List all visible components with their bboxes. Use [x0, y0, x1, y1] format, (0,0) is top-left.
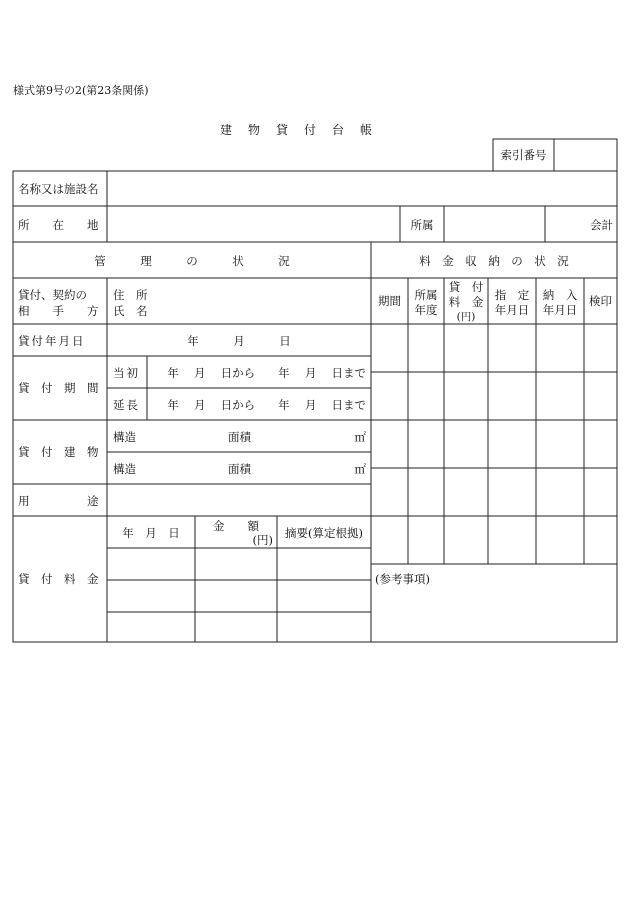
col-payment-date: 納 入 — [542, 288, 578, 302]
accounting-label: 会計 — [590, 218, 613, 232]
lessee-field[interactable] — [150, 280, 368, 322]
period-extension-value[interactable]: 年 月 日から 年 月 日まで — [167, 398, 366, 412]
fee-date-header: 年 月 日 — [122, 526, 180, 540]
period-extension-label: 延長 — [113, 398, 140, 412]
form-number: 様式第9号の2(第23条関係) — [13, 84, 149, 97]
col-inspection-seal: 検印 — [589, 294, 612, 308]
fee-summary-header: 摘要(算定根拠) — [285, 526, 363, 540]
use-field[interactable] — [108, 485, 370, 515]
area-unit: ㎡ — [354, 430, 366, 444]
affiliation-field[interactable] — [445, 207, 544, 241]
management-status-header: 管 理 の 状 況 — [94, 254, 290, 268]
col-fiscal-year: 所属 — [414, 288, 438, 302]
period-initial-value[interactable]: 年 月 日から 年 月 日まで — [167, 366, 366, 380]
col-designated-date-2: 年月日 — [494, 303, 530, 317]
area-unit-2: ㎡ — [354, 462, 366, 476]
area-label: 面積 — [228, 430, 251, 444]
collection-status-header: 料 金 収 納 の 状 況 — [419, 254, 569, 268]
col-fiscal-year-2: 年度 — [414, 303, 438, 317]
use-label: 用 途 — [18, 494, 99, 508]
area-label-2: 面積 — [228, 462, 251, 476]
col-period: 期間 — [378, 294, 401, 308]
col-fee: 貸 付 — [448, 280, 484, 294]
col-designated-date: 指 定 — [494, 288, 530, 302]
index-number-label: 索引番号 — [500, 148, 547, 162]
address-label: 住 所 — [113, 288, 148, 302]
index-number-field[interactable] — [555, 140, 616, 170]
lessee-label-2: 相 手 方 — [18, 304, 99, 318]
loan-date-label: 貸付年月日 — [18, 334, 86, 348]
fee-label: 貸 付 料 金 — [18, 572, 99, 586]
location-label: 所 在 地 — [18, 218, 99, 232]
facility-name-field[interactable] — [108, 172, 616, 205]
col-payment-date-2: 年月日 — [542, 303, 578, 317]
loan-period-label: 貸 付 期 間 — [18, 381, 99, 395]
location-field[interactable] — [108, 207, 399, 241]
col-fee-unit: (円) — [456, 311, 476, 323]
building-label: 貸 付 建 物 — [18, 445, 99, 459]
structure-label-2: 構造 — [113, 462, 136, 476]
loan-date-value[interactable]: 年 月 日 — [187, 334, 291, 348]
reference-notes-label: (参考事項) — [375, 572, 430, 586]
period-initial-label: 当初 — [113, 366, 140, 380]
fee-amount-header: 金 額 — [213, 519, 259, 533]
lessee-label: 貸付、契約の — [18, 288, 87, 302]
facility-name-label: 名称又は施設名 — [18, 182, 99, 196]
fee-amount-unit: (円) — [252, 533, 273, 547]
structure-label: 構造 — [113, 430, 136, 444]
name-label: 氏 名 — [113, 304, 148, 318]
reference-notes-field[interactable] — [372, 590, 616, 640]
form-title: 建 物 貸 付 台 帳 — [220, 123, 375, 137]
affiliation-label: 所属 — [410, 218, 434, 232]
col-fee-2: 料 金 — [448, 295, 484, 309]
